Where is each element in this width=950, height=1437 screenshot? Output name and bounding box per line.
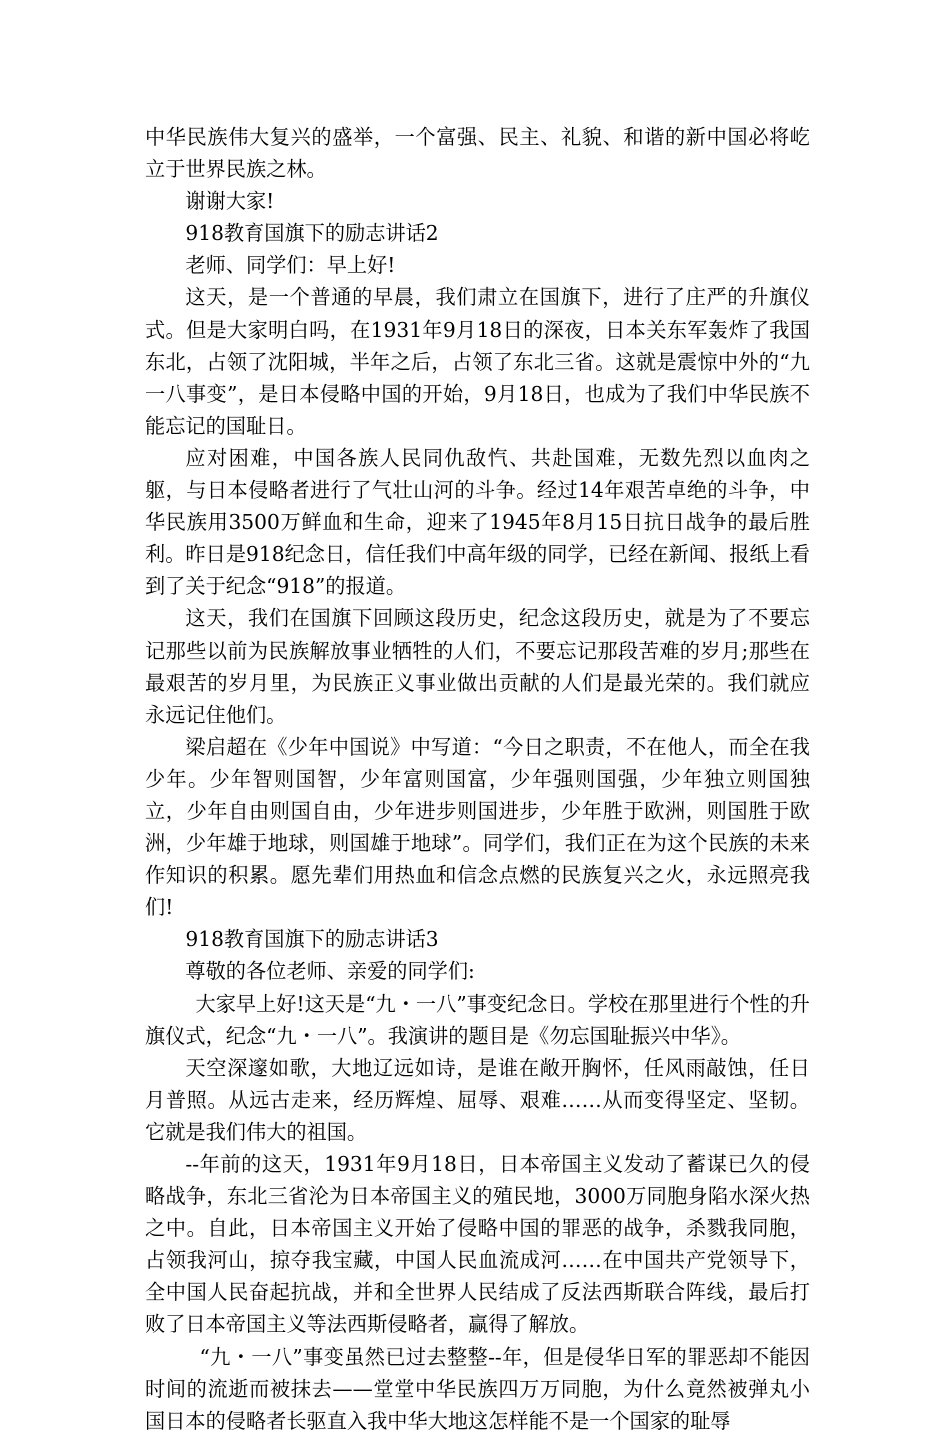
paragraph-remember: 这天，我们在国旗下回顾这段历史，纪念这段历史，就是为了不要忘记那些以前为民族解放事业牺牲的人们，不要忘记那段苦难的岁月;那些在最艰苦的岁月里，为民族正义事业做出贡献的人们是最光荣的。我们就应永远记住他们。	[145, 606, 810, 727]
paragraph-918-history: 这天，是一个普通的早晨，我们肃立在国旗下，进行了庄严的升旗仪式。但是大家明白吗，在1931年9月18日的深夜，日本关东军轰炸了我国东北，占领了沈阳城，半年之后，占领了东北三省。这就是震惊中外的“九一八事变”，是日本侵略中国的开始，9月18日，也成为了我们中华民族不能忘记的国耻日。	[145, 285, 810, 438]
paragraph-liang-qichao: 梁启超在《少年中国说》中写道：“今日之职责，不在他人，而全在我少年。少年智则国智，少年富则国富，少年强则国强，少年独立则国独立，少年自由则国自由，少年进步则国进步，少年胜于欧洲，则国胜于欧洲，少年雄于地球，则国雄于地球”。同学们，我们正在为这个民族的未来作知识的积累。愿先辈们用热血和信念点燃的民族复兴之火，永远照亮我们!	[145, 734, 810, 920]
paragraph-invasion: --年前的这天，1931年9月18日，日本帝国主义发动了蓄谋已久的侵略战争，东北三省沦为日本帝国主义的殖民地，3000万同胞身陷水深火热之中。自此，日本帝国主义开始了侵略中国的罪恶的战争，杀戮我同胞，占领我河山，掠夺我宝藏，中国人民血流成河……在中国共产党领导下，全中国人民奋起抗战，并和全世界人民结成了反法西斯联合阵线，最后打败了日本帝国主义等法西斯侵略者，赢得了解放。	[145, 1152, 810, 1337]
greeting-2: 老师、同学们：早上好!	[185, 253, 396, 278]
paragraph-national-shame: “九・一八”事变虽然已过去整整--年，但是侵华日军的罪恶却不能因时间的流逝而被抹去——堂堂中华民族四万万同胞，为什么竟然被弹丸小国日本的侵略者长驱直入我中华大地这怎样能不是一个国家的耻辱	[145, 1344, 810, 1433]
paragraph-intro-continuation: 中华民族伟大复兴的盛举，一个富强、民主、礼貌、和谐的新中国必将屹立于世界民族之林。	[145, 125, 810, 182]
document-body	[145, 121, 810, 1437]
greeting-3: 尊敬的各位老师、亲爱的同学们:	[185, 959, 475, 984]
paragraph-thanks: 谢谢大家!	[185, 189, 275, 214]
section-heading-2: 918教育国旗下的励志讲话2	[185, 221, 439, 246]
paragraph-resistance: 应对困难，中国各族人民同仇敌忾、共赴国难，无数先烈以血肉之躯，与日本侵略者进行了气壮山河的斗争。经过14年艰苦卓绝的斗争，中华民族用3500万鲜血和生命，迎来了1945年8月15日抗日战争的最后胜利。昨日是918纪念日，信任我们中高年级的同学，已经在新闻、报纸上看到了关于纪念“918”的报道。	[145, 445, 810, 599]
paragraph-motherland: 天空深邃如歌，大地辽远如诗，是谁在敞开胸怀，任风雨敲蚀，任日月普照。从远古走来，经历辉煌、屈辱、艰难……从而变得坚定、坚韧。它就是我们伟大的祖国。	[145, 1055, 810, 1144]
paragraph-speech-topic: 大家早上好!这天是“九・一八”事变纪念日。学校在那里进行个性的升旗仪式，纪念“九・一八”。我演讲的题目是《勿忘国耻振兴中华》。	[145, 991, 810, 1048]
section-heading-3: 918教育国旗下的励志讲话3	[185, 927, 439, 952]
